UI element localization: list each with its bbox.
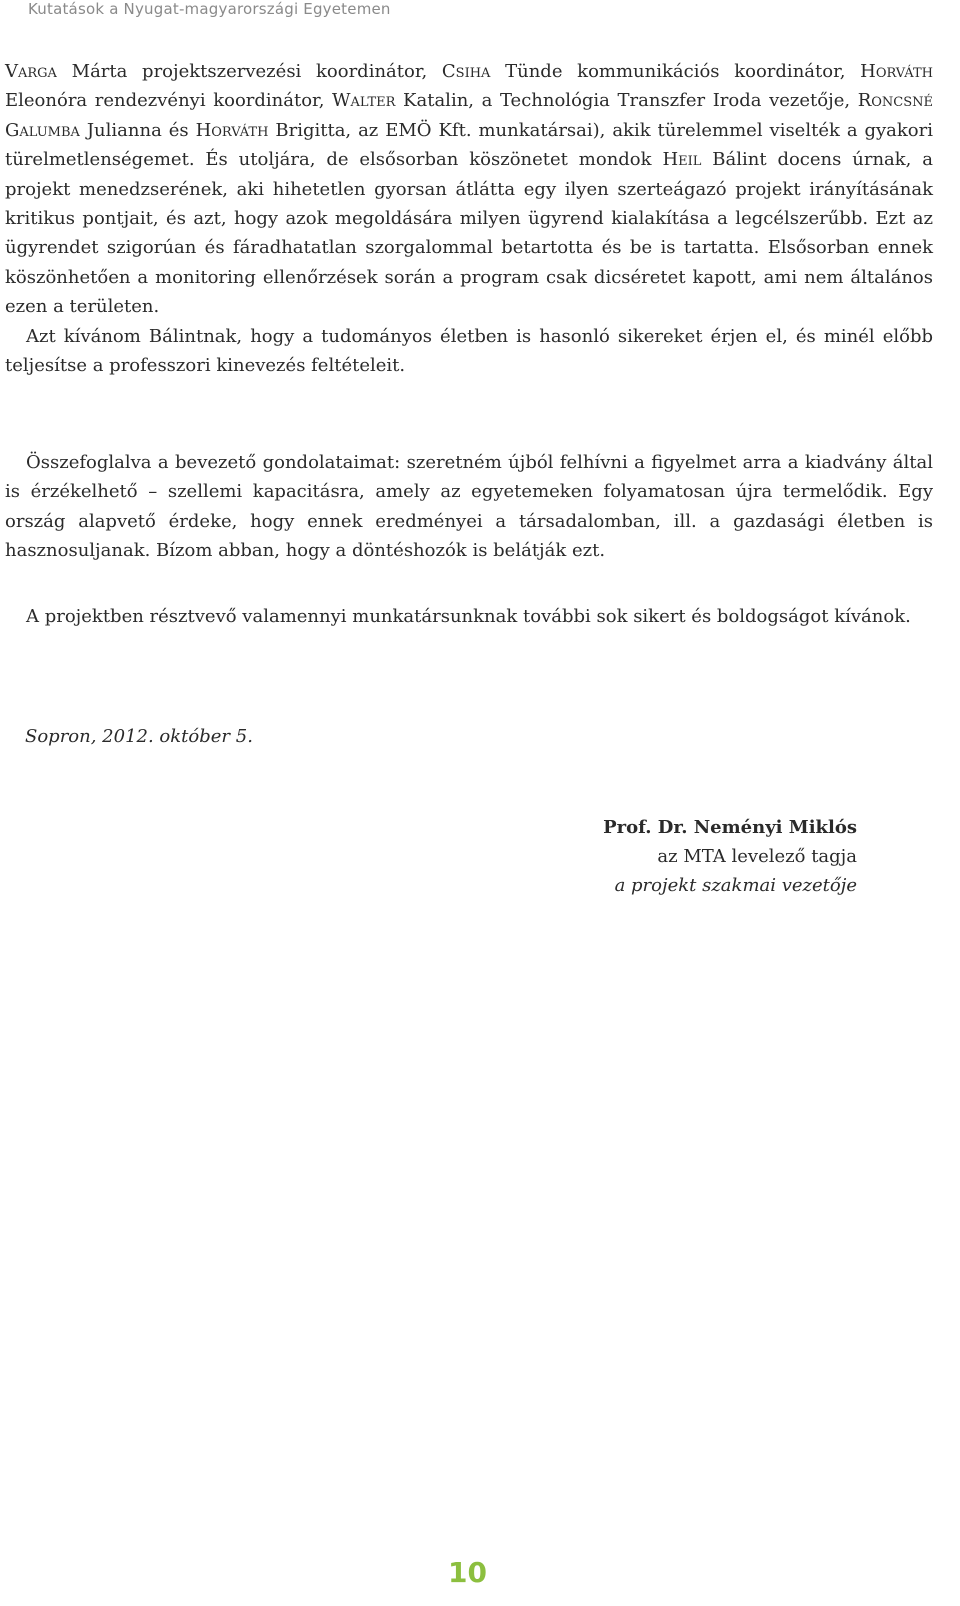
text-run: Brigitta, az EMÖ Kft. munkatársai), akik türelemmel viselték a gyakori türelmetlenségemet. És utoljára, de elsősorban köszönetet mondok [5,119,934,171]
surname-heil: Heil [662,149,702,171]
date-line: Sopron, 2012. október 5. [25,726,253,747]
surname-horvath: Horváth [860,61,933,82]
surname-roncsne-galumba: Roncsné Galumba [5,90,933,141]
acknowledgement-paragraph [5,57,933,322]
surname-walter: Walter [332,90,396,112]
closing-wish-block [5,602,933,631]
text-run: Tünde kommunikációs koordinátor, [490,61,861,82]
text-run: Márta projektszervezési koordinátor, [56,61,442,82]
text-run: Julianna és [79,119,196,141]
surname-csiha: Csiha [441,61,491,82]
surname-horvath-2: Horváth [195,119,269,141]
text-run: Katalin, a Technológia Transzfer Iroda vezetője, [395,90,858,112]
text-run: Eleonóra rendezvényi koordinátor, [5,90,333,112]
signature-name: Prof. Dr. Neményi Miklós [603,817,857,838]
text-run: Bálint docens úrnak, a projekt menedzserének, aki hihetetlen gyorsan átlátta egy ilyen szerteágazó projekt irányításának kritikus pontjait, és azt, hogy azok megoldására milyen ügyrend kialakítása a legcélszerűbb. Ezt az ügyrendet szigorúan és fáradhatatlan szorgalommal betartotta és be is tartatta. Elsősorban ennek köszönhetően a monitoring ellenőrzések során a program csak dicséretet kapott, ami nem általános ezen a területen. [5,149,933,318]
signature-title: az MTA levelező tagja [657,846,857,867]
summary-paragraph: Összefoglalva a bevezető gondolataimat: szeretném újból felhívni a figyelmet arra a kiadvány által is érzékelhető – szellemi kapacitásra, amely az egyetemeken folyamatosan újra termelődik. Egy ország alapvető érdeke, hogy ennek eredményei a társadalomban, ill. a gazdasági életben is hasznosuljanak. Bízom abban, hogy a döntéshozók is belátják ezt. [5,452,933,562]
wish-paragraph: Azt kívánom Bálintnak, hogy a tudományos életben is hasonló sikereket érjen el, és minél előbb teljesítse a professzori kinevezés feltételeit. [5,325,933,377]
signature-role: a projekt szakmai vezetője [614,875,857,896]
acknowledgement-block [5,57,933,380]
page-number: 10 [448,1556,487,1589]
closing-wish-paragraph: A projektben résztvevő valamennyi munkatársunknak további sok sikert és boldogságot kívánok. [26,606,911,627]
surname-varga: Varga [5,61,57,82]
summary-block [5,448,933,566]
running-header: Kutatások a Nyugat-magyarországi Egyetemen [28,0,391,18]
